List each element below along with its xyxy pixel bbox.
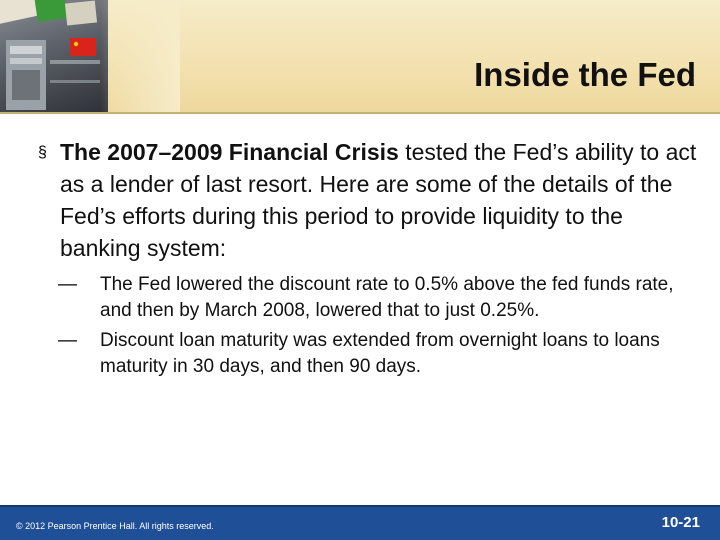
photo-illustration <box>0 0 108 112</box>
slide-number: 10-21 <box>661 514 700 531</box>
main-bullet <box>38 136 698 264</box>
slide-body <box>38 136 698 384</box>
photo-fade-overlay <box>100 0 180 112</box>
sub-bullet-list <box>38 272 698 380</box>
main-bullet-rest: tested the Fed’s ability to act as a lender of last resort. Here are some of the details of the Fed’s efforts during this period to provide liquidity to the banking system: <box>60 139 697 261</box>
slide-title: Inside the Fed <box>474 56 696 93</box>
header-photo-image <box>0 0 108 112</box>
main-bullet-bold: The 2007–2009 Financial Crisis <box>60 139 399 165</box>
main-bullet-text <box>60 136 698 264</box>
slide-header <box>0 0 720 112</box>
sub-bullet-text: The Fed lowered the discount rate to 0.5% above the fed funds rate, and then by March 2008, lowered that to just 0.25%. <box>100 274 674 321</box>
dash-bullet-icon: — <box>58 274 77 295</box>
sub-bullet <box>58 328 698 380</box>
copyright-notice: © 2012 Pearson Prentice Hall. All rights reserved. <box>16 521 214 531</box>
dash-bullet-icon: — <box>58 330 77 351</box>
sub-bullet-text: Discount loan maturity was extended from overnight loans to loans maturity in 30 days, and then 90 days. <box>100 330 660 377</box>
sub-bullet <box>58 272 698 324</box>
header-divider <box>0 112 720 114</box>
square-bullet-icon: § <box>38 144 47 161</box>
slide-footer <box>0 505 720 540</box>
